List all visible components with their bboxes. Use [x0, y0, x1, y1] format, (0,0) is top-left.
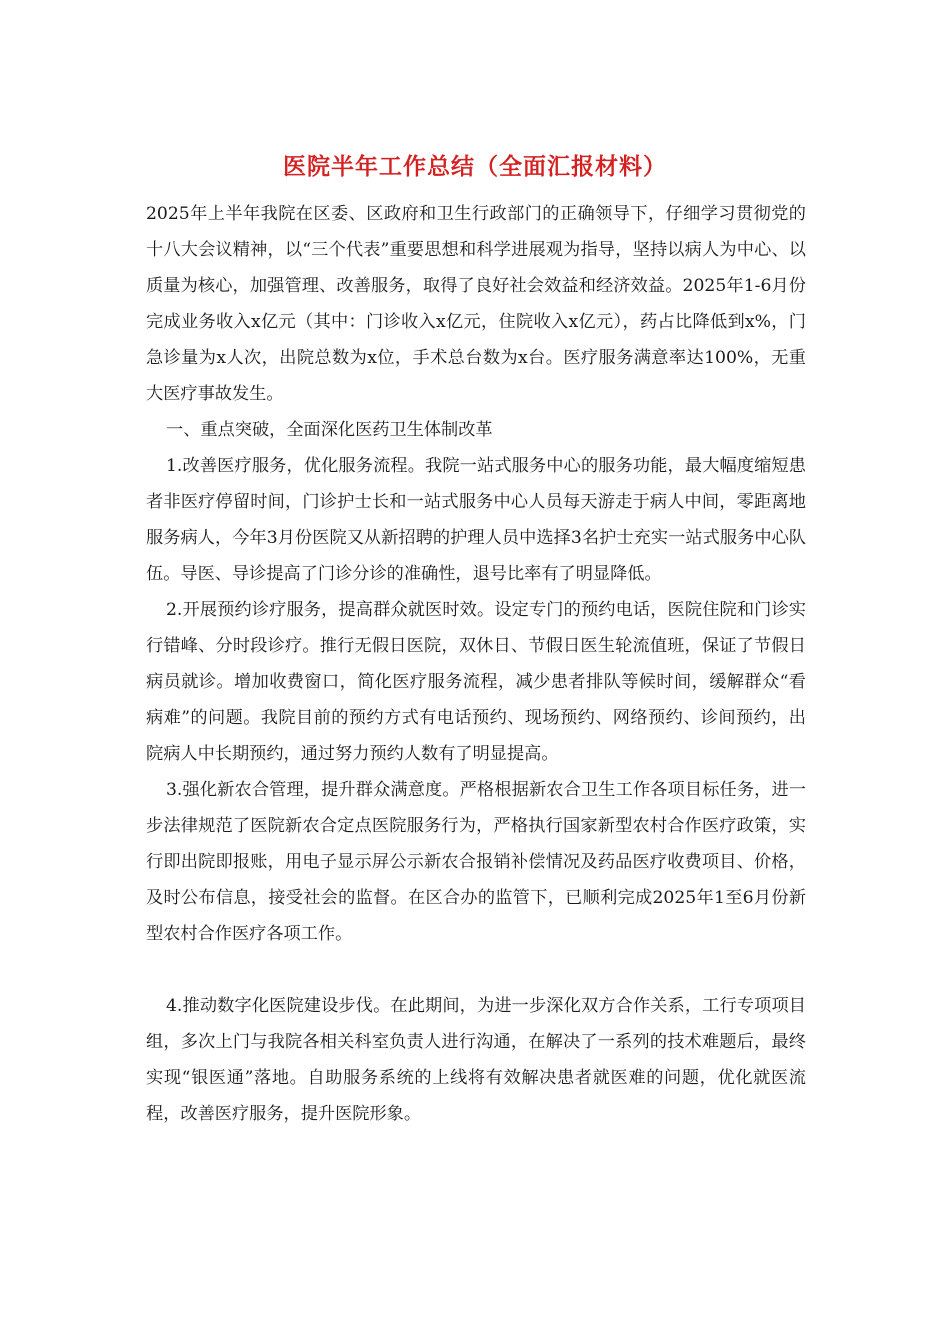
document-body [146, 196, 806, 1132]
intro-paragraph: 2025年上半年我院在区委、区政府和卫生行政部门的正确领导下，仔细学习贯彻党的十八大会议精神，以“三个代表”重要思想和科学进展观为指导，坚持以病人为中心、以质量为核心，加强管理、改善服务，取得了良好社会效益和经济效益。2025年1-6月份完成业务收入x亿元（其中：门诊收入x亿元，住院收入x亿元），药占比降低到x%，门急诊量为x人次，出院总数为x位，手术总台数为x台。医疗服务满意率达100%，无重大医疗事故发生。 [146, 204, 806, 404]
item-paragraph-3: 3.强化新农合管理，提升群众满意度。严格根据新农合卫生工作各项目标任务，进一步法律规范了医院新农合定点医院服务行为，严格执行国家新型农村合作医疗政策，实行即出院即报账，用电子显示屏公示新农合报销补偿情况及药品医疗收费项目、价格，及时公布信息，接受社会的监督。在区合办的监管下，已顺利完成2025年1至6月份新型农村合作医疗各项工作。 [146, 780, 806, 944]
item-paragraph-2: 2.开展预约诊疗服务，提高群众就医时效。设定专门的预约电话，医院住院和门诊实行错峰、分时段诊疗。推行无假日医院，双休日、节假日医生轮流值班，保证了节假日病员就诊。增加收费窗口，简化医疗服务流程，减少患者排队等候时间，缓解群众“看病难”的问题。我院目前的预约方式有电话预约、现场预约、网络预约、诊间预约，出院病人中长期预约，通过努力预约人数有了明显提高。 [146, 600, 806, 764]
document-title: 医院半年工作总结（全面汇报材料） [283, 153, 667, 180]
section-heading: 一、重点突破，全面深化医药卫生体制改革 [166, 420, 493, 440]
item-paragraph-4: 4.推动数字化医院建设步伐。在此期间，为进一步深化双方合作关系，工行专项项目组，多次上门与我院各相关科室负责人进行沟通，在解决了一系列的技术难题后，最终实现“银医通”落地。自助服务系统的上线将有效解决患者就医难的问题，优化就医流程，改善医疗服务，提升医院形象。 [146, 996, 806, 1124]
paragraph-spacer [146, 952, 806, 988]
item-paragraph-1: 1.改善医疗服务，优化服务流程。我院一站式服务中心的服务功能，最大幅度缩短患者非医疗停留时间，门诊护士长和一站式服务中心人员每天游走于病人中间，零距离地服务病人，今年3月份医院又从新招聘的护理人员中选择3名护士充实一站式服务中心队伍。导医、导诊提高了门诊分诊的准确性，退号比率有了明显降低。 [146, 456, 806, 584]
